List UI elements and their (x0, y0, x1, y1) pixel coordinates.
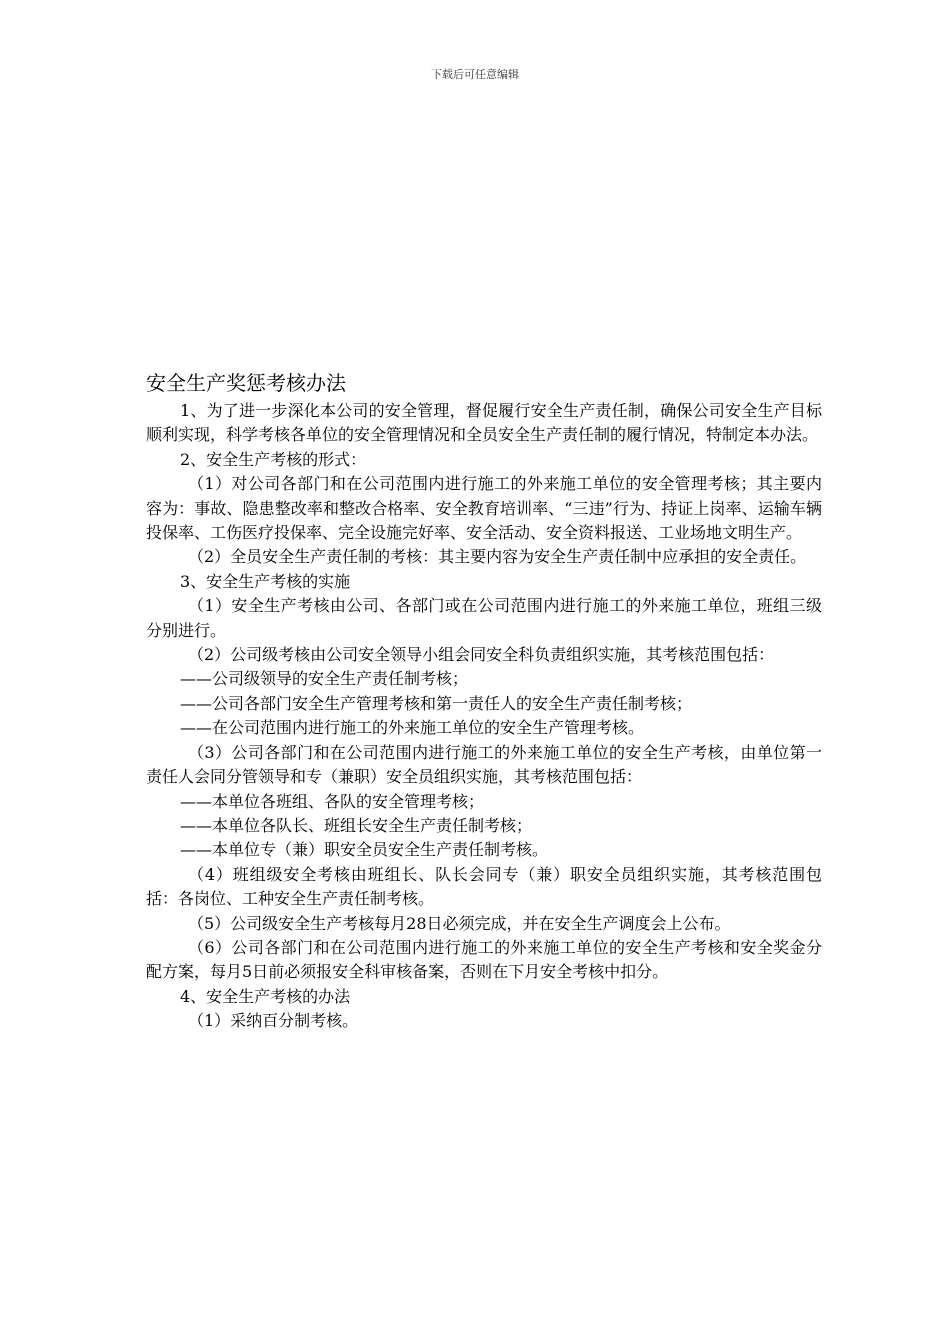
section-4-heading: 4、安全生产考核的办法 (180, 986, 351, 1006)
paragraph-3-3: （3）公司各部门和在公司范围内进行施工的外来施工单位的安全生产考核，由单位第一责任人会同分管领导和专（兼职）安全员组织实施，其考核范围包括： (146, 742, 822, 787)
list-item-3-2-c: ——在公司范围内进行施工的外来施工单位的安全生产管理考核。 (180, 718, 645, 738)
paragraph-3-4: （4）班组级安全考核由班组长、队长会同专（兼）职安全员组织实施，其考核范围包括：各岗位、工种安全生产责任制考核。 (146, 864, 822, 909)
list-item-3-3-a: ——本单位各班组、各队的安全管理考核； (180, 791, 485, 811)
page-header: 下载后可任意编辑 (431, 68, 519, 81)
paragraph-3-6: （6）公司各部门和在公司范围内进行施工的外来施工单位的安全生产考核和安全奖金分配方案，每月5日前必须报安全科审核备案，否则在下月安全考核中扣分。 (146, 937, 822, 982)
paragraph-2-1: （1）对公司各部门和在公司范围内进行施工的外来施工单位的安全管理考核；其主要内容为：事故、隐患整改率和整改合格率、安全教育培训率、“三违”行为、持证上岗率、运输车辆投保率、工伤医疗投保率、完全设施完好率、安全活动、安全资料报送、工业场地文明生产。 (146, 474, 822, 543)
list-item-3-2-a: ——公司级领导的安全生产责任制考核； (180, 669, 469, 689)
list-item-3-3-b: ——本单位各队长、班组长安全生产责任制考核； (180, 815, 533, 835)
paragraph-3-2: （2）公司级考核由公司安全领导小组会同安全科负责组织实施，其考核范围包括： (188, 645, 775, 665)
section-3-heading: 3、安全生产考核的实施 (180, 571, 351, 591)
paragraph-4-1: （1）采纳百分制考核。 (188, 1011, 359, 1031)
list-item-3-2-b: ——公司各部门安全生产管理考核和第一责任人的安全生产责任制考核； (180, 693, 693, 713)
list-item-3-3-c: ——本单位专（兼）职安全员安全生产责任制考核。 (180, 840, 549, 860)
paragraph-3-1: （1）安全生产考核由公司、各部门或在公司范围内进行施工的外来施工单位，班组三级分别进行。 (146, 596, 822, 640)
document-body (146, 399, 822, 1034)
paragraph-2-2: （2）全员安全生产责任制的考核：其主要内容为安全生产责任制中应承担的安全责任。 (188, 547, 807, 567)
paragraph-3-5: （5）公司级安全生产考核每月28日必须完成，并在安全生产调度会上公布。 (188, 913, 731, 933)
document-title: 安全生产奖惩考核办法 (146, 371, 346, 395)
section-2-heading: 2、安全生产考核的形式： (180, 449, 367, 469)
paragraph-1: 1、为了进一步深化本公司的安全管理，督促履行安全生产责任制，确保公司安全生产目标顺利实现，科学考核各单位的安全管理情况和全员安全生产责任制的履行情况，特制定本办法。 (146, 401, 822, 445)
